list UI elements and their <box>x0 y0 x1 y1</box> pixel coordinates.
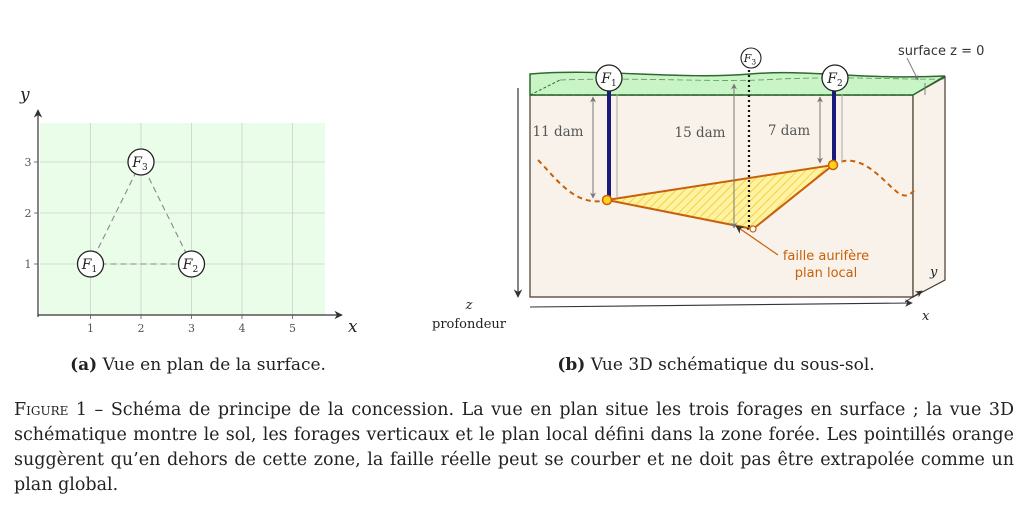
fault-point-f2 <box>829 161 838 170</box>
y-tick-label: 1 <box>24 258 32 271</box>
x-tick-label: 4 <box>238 322 246 335</box>
plan-x-axis-label: x <box>348 317 358 337</box>
fault-annotation-line2: plan local <box>794 266 858 281</box>
well-head-f3 <box>741 48 761 68</box>
soil-block-side <box>913 77 945 297</box>
x-axis-3d <box>530 303 912 307</box>
view3d-subcaption: (b) Vue 3D schématique du sous-sol. <box>557 355 875 375</box>
well-head-f2 <box>822 65 848 91</box>
well-label: $F_3$ <box>132 155 148 173</box>
well-label: $F_2$ <box>182 257 199 275</box>
well-marker-f2 <box>179 251 205 277</box>
x-tick-label: 5 <box>289 322 296 335</box>
well-marker-f1 <box>78 251 104 277</box>
z-axis-label: z <box>465 298 473 313</box>
svg-text:F1: $F_1$ <box>601 71 617 89</box>
well-head-f1 <box>596 65 622 91</box>
caption-text: – Schéma de principe de la concession. La vue en plan situe les trois forages en surface ; la vue 3D schématique montre le sol, les forages verticaux et le plan local défini dans la zone forée. Les pointillés orange suggèrent qu’en dehors de cette zone, la faille réelle peut se courber et ne doit pas être extrapolée comme un plan global. <box>14 400 1014 495</box>
subsurface-3d-panel <box>432 44 984 332</box>
x-tick-label: 1 <box>87 322 94 335</box>
fault-annotation-line1: faille aurifère <box>782 249 870 264</box>
well-marker-f3 <box>128 149 154 175</box>
depth-label-f3: 15 dam <box>674 125 726 141</box>
y-tick-label: 3 <box>24 156 32 169</box>
x-axis-3d-label: x <box>922 309 930 324</box>
svg-text:F2: $F_2$ <box>827 71 843 89</box>
plan-y-ticks <box>25 156 39 271</box>
figure-caption <box>14 398 1014 498</box>
surface-layer <box>530 72 945 95</box>
x-tick-label: 2 <box>137 322 145 335</box>
svg-text:F3: $F_3$ <box>743 52 757 67</box>
plan-x-ticks <box>87 315 296 335</box>
fault-point-f1 <box>603 196 612 205</box>
depth-axis-label: profondeur <box>432 317 506 332</box>
fault-point-f3 <box>750 226 756 232</box>
plan-view-panel <box>19 85 358 337</box>
x-tick-label: 3 <box>188 322 195 335</box>
plan-subcaption: (a) Vue en plan de la surface. <box>70 355 326 375</box>
surface-label: surface z = 0 <box>898 44 985 59</box>
y-axis-3d-label: y <box>930 265 938 280</box>
depth-label-f2: 7 dam <box>767 123 811 139</box>
y-tick-label: 2 <box>24 207 32 220</box>
plan-y-axis-label: y <box>20 85 30 105</box>
well-label: $F_1$ <box>81 257 98 275</box>
depth-label-f1: 11 dam <box>532 124 584 140</box>
plan-background <box>40 123 325 315</box>
figure-label: Figure 1 <box>14 400 88 420</box>
